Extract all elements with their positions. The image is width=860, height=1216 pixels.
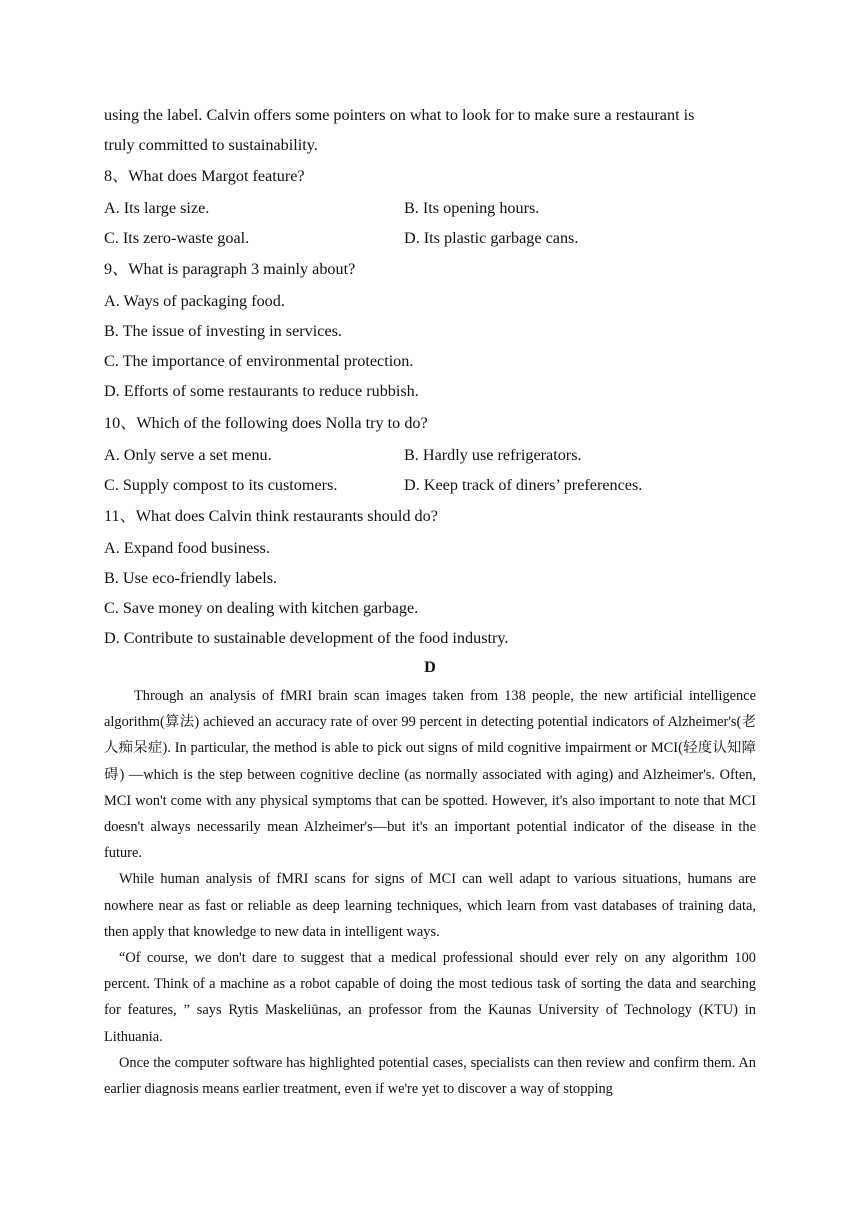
option-a: A. Only serve a set menu. [104,446,272,464]
option-b: B. Hardly use refrigerators. [404,446,582,464]
question-stem: 11、What does Calvin think restaurants should do? [104,507,438,525]
intro-text [104,100,756,160]
section-heading [104,652,756,682]
question-8 [104,161,756,191]
question-stem: 10、Which of the following does Nolla try to do? [104,414,428,432]
passage-paragraph: While human analysis of fMRI scans for signs of MCI can well adapt to various situations, humans are nowhere near as fast or reliable as deep learning techniques, which learn from vast databases of training data, then apply that knowledge to new data in intelligent ways. [104,871,756,940]
option-a: A. Ways of packaging food. [104,292,285,310]
option-d: D. Contribute to sustainable development of the food industry. [104,629,509,647]
option-c: C. The importance of environmental protection. [104,352,414,370]
option-c: C. Supply compost to its customers. [104,476,338,494]
section-d-heading: D [424,658,436,676]
option-c: C. Its zero-waste goal. [104,229,250,247]
option-d: D. Keep track of diners’ preferences. [404,476,643,494]
intro-line: using the label. Calvin offers some pointers on what to look for to make sure a restaurant is [104,106,695,124]
question-10 [104,408,756,438]
question-11 [104,501,756,531]
option-b: B. Its opening hours. [404,199,540,217]
option-c: C. Save money on dealing with kitchen garbage. [104,599,419,617]
option-b: B. Use eco-friendly labels. [104,569,278,587]
option-a: A. Its large size. [104,199,210,217]
option-d: D. Efforts of some restaurants to reduce rubbish. [104,382,419,400]
question-9-options [104,286,756,406]
passage-paragraph: Once the computer software has highlighted potential cases, specialists can then review and confirm them. An earlier diagnosis means earlier treatment, even if we're yet to discover a way of stopping [104,1054,756,1098]
passage-paragraph: “Of course, we don't dare to suggest that a medical professional should ever rely on any algorithm 100 percent. Think of a machine as a robot capable of doing the most tedious task of sorting the data and searching for features, ” says Rytis Maskeliūnas, an professor from the Kaunas University of Technology (KTU) in Lithuania. [104,950,756,1045]
option-d: D. Its plastic garbage cans. [404,229,579,247]
intro-line: truly committed to sustainability. [104,136,318,154]
passage-paragraph: Through an analysis of fMRI brain scan images taken from 138 people, the new artificial intelligence algorithm(算法) achieved an accuracy rate of over 99 percent in detecting potential indicators of Alzheimer's(老人痴呆症). In particular, the method is able to pick out signs of mild cognitive impairment or MCI(轻度认知障碍) —which is the step between cognitive decline (as normally associated with aging) and Alzheimer's. Often, MCI won't come with any physical symptoms that can be spotted. However, it's also important to note that MCI doesn't always necessarily mean Alzheimer's—but it's an important potential indicator of the disease in the future. [104,688,756,862]
question-stem: 9、What is paragraph 3 mainly about? [104,260,356,278]
question-11-options [104,533,756,653]
option-a: A. Expand food business. [104,539,270,557]
question-stem: 8、What does Margot feature? [104,167,305,185]
question-8-options [104,193,756,253]
question-9 [104,254,756,284]
option-b: B. The issue of investing in services. [104,322,342,340]
passage [104,683,756,1102]
question-10-options [104,440,756,500]
